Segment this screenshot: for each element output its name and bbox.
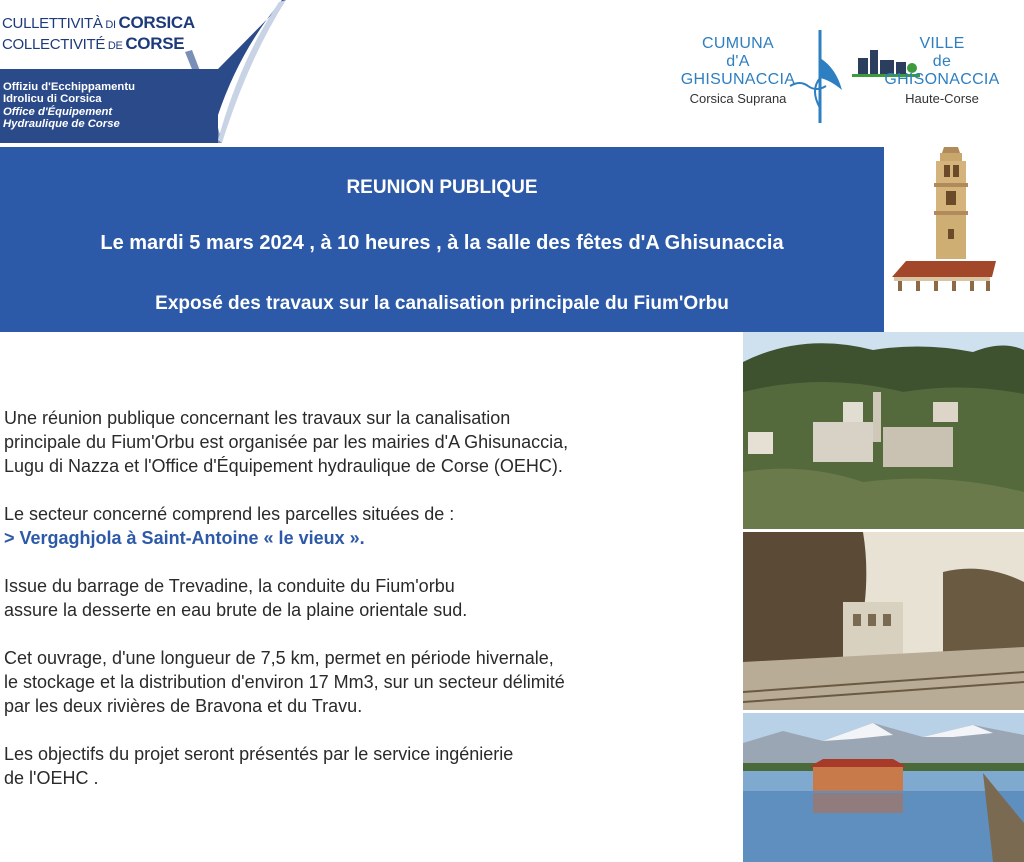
collectivite-corse-logo	[0, 0, 290, 145]
paragraph-ouvrage: Cet ouvrage, d'une longueur de 7,5 km, permet en période hivernale, le stockage et la distribution d'environ 17 Mm3, sur un secteur délimité par les deux rivières de Bravona et du Travu.	[4, 648, 565, 716]
paragraph-objectifs: Les objectifs du projet seront présentés par le service ingénierie de l'OEHC .	[4, 744, 514, 788]
sector-highlight: > Vergaghjola à Saint-Antoine « le vieux ».	[4, 528, 365, 548]
photo-lake-pavilion	[743, 713, 1024, 862]
banner-subject-line: Exposé des travaux sur la canalisation principale du Fium'Orbu	[155, 293, 729, 314]
ghisunaccia-emblem-icon	[780, 28, 850, 128]
cumuna-line3: GHISUNACCIA	[680, 71, 796, 88]
paragraph-barrage: Issue du barrage de Trevadine, la conduite du Fium'orbu assure la desserte en eau brute de la plaine orientale sud.	[4, 576, 468, 620]
banner-date-line: Le mardi 5 mars 2024 , à 10 heures , à la salle des fêtes d'A Ghisunaccia	[100, 232, 784, 254]
oehc-logo-text: Offiziu d'Ecchippamentu Idrolicu di Corsica Office d'Équipement Hydraulique de Corse	[3, 81, 135, 130]
banner-title: REUNION PUBLIQUE	[346, 177, 538, 198]
ville-line2: de	[932, 53, 952, 70]
paragraph-intro: Une réunion publique concernant les travaux sur la canalisation principale du Fium'Orbu est organisée par les mairies d'A Ghisunaccia, Lugu di Nazza et l'Office d'Équipement hydraulique de Corse (OEHC).	[4, 408, 569, 476]
bell-tower-illustration	[886, 145, 1016, 305]
ville-subtitle: Haute-Corse	[905, 91, 979, 106]
paragraph-sector: Le secteur concerné comprend les parcelles situées de : > Vergaghjola à Saint-Antoine « le vieux ».	[4, 502, 734, 550]
announcement-banner	[0, 147, 884, 332]
photo-mountain-village	[743, 332, 1024, 529]
cumuna-line2: d'A	[726, 53, 750, 70]
collectivite-line-corse: COLLECTIVITÉ DE CORSE	[2, 34, 185, 53]
ville-line1: VILLE	[919, 35, 965, 52]
cumuna-subtitle: Corsica Suprana	[689, 91, 787, 106]
ville-line3: GHISONACCIA	[884, 71, 1000, 88]
collectivite-line-corsica: CULLETTIVITÀ DI CORSICA	[2, 13, 195, 32]
ville-ghisonaccia-logo	[872, 35, 1012, 106]
photo-old-station	[743, 532, 1024, 710]
announcement-body	[4, 406, 734, 814]
cumuna-line1: CUMUNA	[701, 35, 775, 52]
